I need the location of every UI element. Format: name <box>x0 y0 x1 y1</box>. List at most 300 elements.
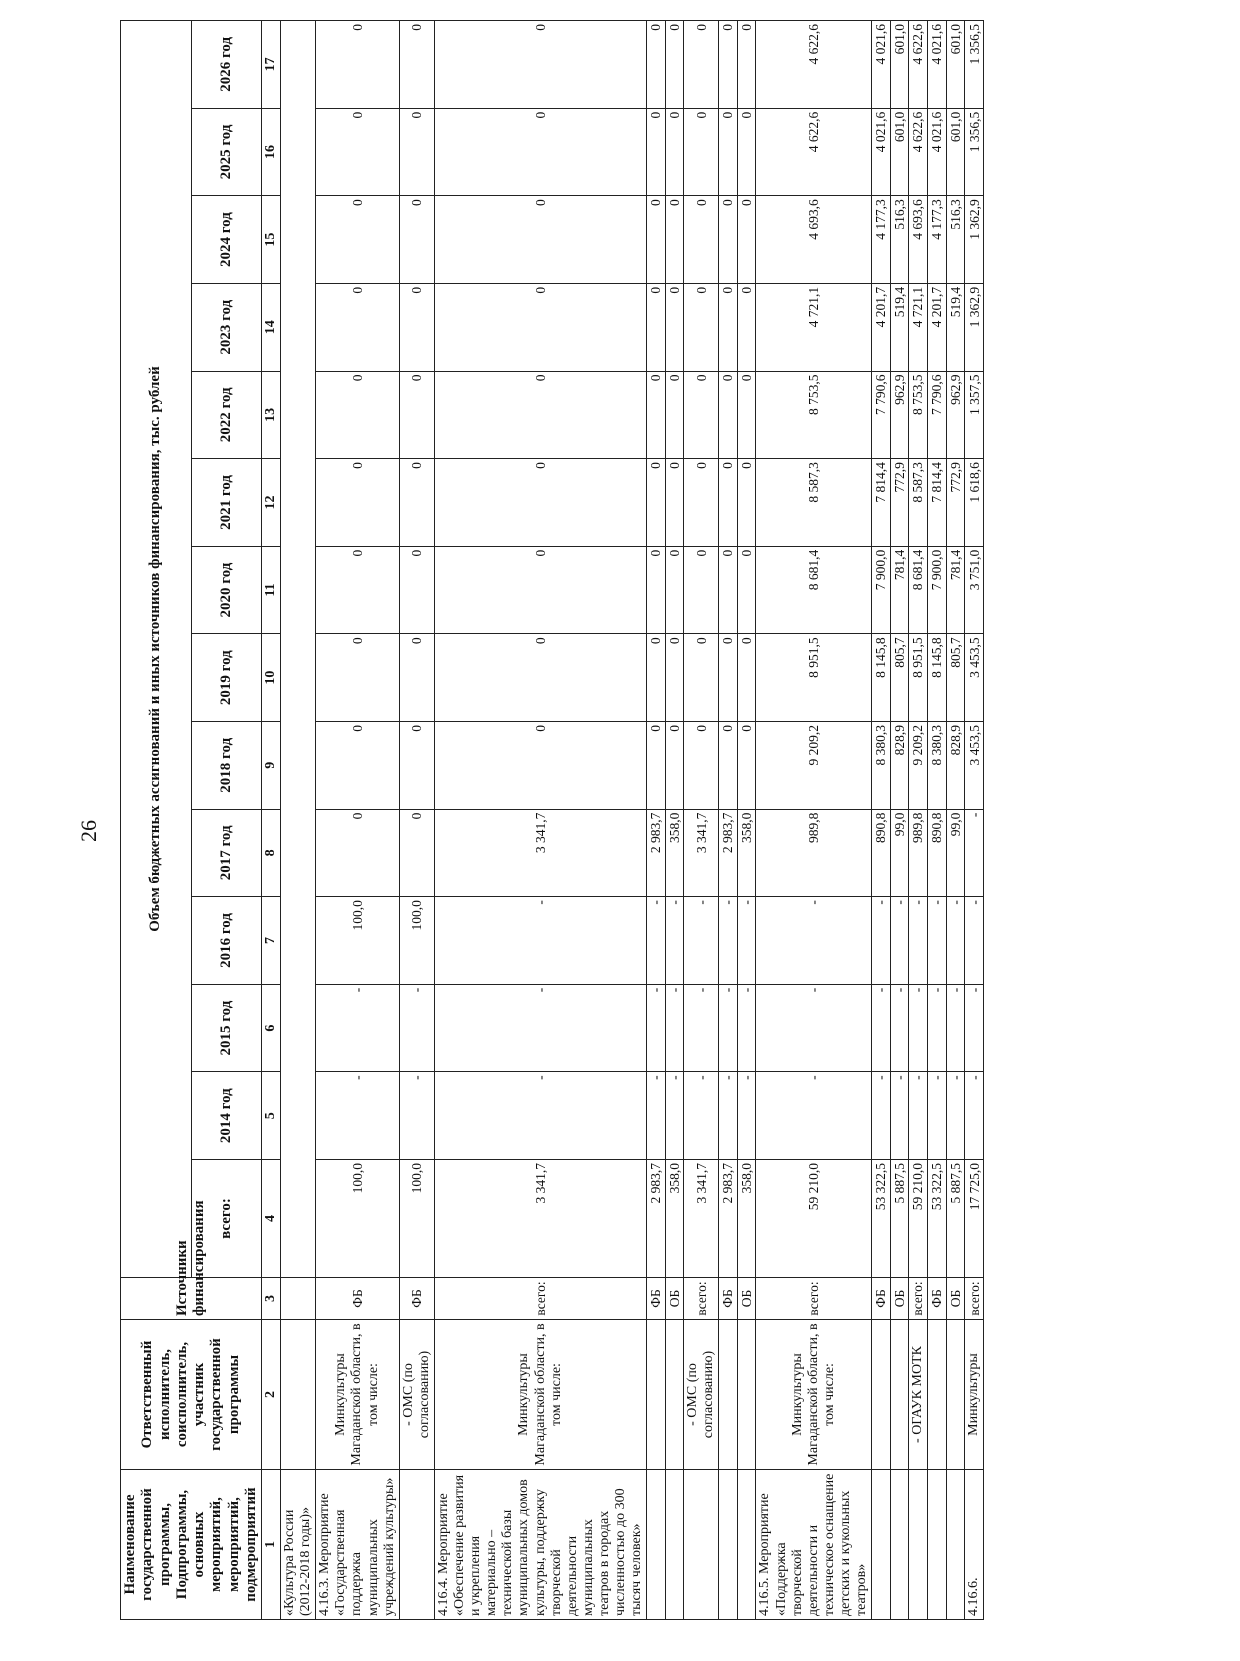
row-value: 516,3 <box>946 196 965 284</box>
header-year: 2017 год <box>191 809 262 897</box>
header-name: Наименование государственной программы, Подпрограммы, основных мероприятий, мероприятий, подмероприятий <box>121 1470 262 1620</box>
row-value: 0 <box>434 108 646 196</box>
header-year: 2023 год <box>191 283 262 371</box>
row-value: 0 <box>316 283 399 371</box>
row-value: 4 622,6 <box>756 21 872 109</box>
row-value: 805,7 <box>946 634 965 722</box>
column-number: 5 <box>262 1072 281 1160</box>
row-value: 0 <box>684 459 719 547</box>
row-executor <box>719 1320 738 1470</box>
row-value: 1 356,5 <box>965 21 984 109</box>
header-executor: Ответственный исполнитель, соисполнитель, участник государственной программы <box>121 1320 262 1470</box>
row-value: - <box>756 984 872 1072</box>
row-value: 0 <box>737 371 756 459</box>
header-year: 2015 год <box>191 984 262 1072</box>
row-value: 890,8 <box>872 809 891 897</box>
row-source: всего: <box>684 1278 719 1320</box>
row-source: ФБ <box>647 1278 666 1320</box>
row-value: - <box>665 897 684 985</box>
row-name: 4.16.3. Мероприятие «Государственная поддержка муниципальных учреждений культуры» <box>316 1470 399 1620</box>
row-value: - <box>316 1072 399 1160</box>
row-value: - <box>928 897 947 985</box>
row-value: 0 <box>399 371 434 459</box>
row-value: - <box>684 1072 719 1160</box>
row-value: 516,3 <box>890 196 909 284</box>
page-number: 26 <box>76 820 101 842</box>
row-value: 0 <box>684 721 719 809</box>
row-value: 0 <box>665 21 684 109</box>
row-value: 0 <box>399 721 434 809</box>
row-value: - <box>665 1072 684 1160</box>
table-row <box>872 21 891 1620</box>
row-value: 0 <box>434 459 646 547</box>
row-value: 0 <box>719 196 738 284</box>
row-value: 4 721,1 <box>909 283 928 371</box>
row-value: 1 362,9 <box>965 196 984 284</box>
row-value: 99,0 <box>890 809 909 897</box>
row-source: ФБ <box>316 1278 399 1320</box>
row-executor <box>665 1320 684 1470</box>
row-value: 8 951,5 <box>909 634 928 722</box>
header-year: 2022 год <box>191 371 262 459</box>
row-value: 100,0 <box>399 1160 434 1278</box>
row-value: 3 341,7 <box>434 1160 646 1278</box>
row-value: 2 983,7 <box>719 1160 738 1278</box>
row-value: 4 177,3 <box>872 196 891 284</box>
column-number: 4 <box>262 1160 281 1278</box>
row-value: - <box>909 897 928 985</box>
row-name <box>647 1470 666 1620</box>
row-value: 772,9 <box>890 459 909 547</box>
column-number: 12 <box>262 459 281 547</box>
row-value: - <box>647 897 666 985</box>
row-value: - <box>872 984 891 1072</box>
row-value: - <box>719 897 738 985</box>
row-value: 8 681,4 <box>909 546 928 634</box>
row-value: 1 618,6 <box>965 459 984 547</box>
row-value: 4 622,6 <box>756 108 872 196</box>
column-number: 16 <box>262 108 281 196</box>
table-row <box>965 21 984 1620</box>
row-value: - <box>647 984 666 1072</box>
row-value: - <box>890 984 909 1072</box>
row-value: 4 721,1 <box>756 283 872 371</box>
table-row <box>684 21 719 1620</box>
row-value: 358,0 <box>665 809 684 897</box>
row-executor <box>946 1320 965 1470</box>
row-name <box>665 1470 684 1620</box>
row-name <box>399 1470 434 1620</box>
row-value: 0 <box>719 371 738 459</box>
column-number: 15 <box>262 196 281 284</box>
row-value: 9 209,2 <box>756 721 872 809</box>
row-value: - <box>684 984 719 1072</box>
row-value: 0 <box>316 809 399 897</box>
row-executor <box>928 1320 947 1470</box>
column-number: 1 <box>262 1470 281 1620</box>
row-value: - <box>872 1072 891 1160</box>
header-year: 2018 год <box>191 721 262 809</box>
row-value: - <box>928 1072 947 1160</box>
row-value: 828,9 <box>890 721 909 809</box>
column-number: 11 <box>262 546 281 634</box>
row-value: 4 021,6 <box>872 108 891 196</box>
column-number: 17 <box>262 21 281 109</box>
row-value: 7 790,6 <box>872 371 891 459</box>
table-row <box>719 21 738 1620</box>
row-value: - <box>946 1072 965 1160</box>
row-value: 0 <box>665 108 684 196</box>
row-value: 4 201,7 <box>872 283 891 371</box>
row-value: 0 <box>399 546 434 634</box>
row-value: 0 <box>647 108 666 196</box>
row-value: 3 341,7 <box>434 809 646 897</box>
row-value: - <box>946 897 965 985</box>
row-source: ФБ <box>928 1278 947 1320</box>
row-value: 805,7 <box>890 634 909 722</box>
row-value: 0 <box>719 21 738 109</box>
row-value: 5 887,5 <box>890 1160 909 1278</box>
row-value: - <box>737 984 756 1072</box>
section-title: «Культура России (2012-2018 годы)» <box>281 1470 316 1620</box>
row-executor: Минкультуры Магаданской области, в том числе: <box>434 1320 646 1470</box>
row-value: 0 <box>737 108 756 196</box>
row-value: 2 983,7 <box>719 809 738 897</box>
table-row <box>946 21 965 1620</box>
row-executor: - ОМС (по согласованию) <box>684 1320 719 1470</box>
row-value: 519,4 <box>890 283 909 371</box>
row-value: 4 021,6 <box>872 21 891 109</box>
column-number: 14 <box>262 283 281 371</box>
row-value: - <box>684 897 719 985</box>
row-value: 601,0 <box>890 21 909 109</box>
row-value: - <box>756 897 872 985</box>
row-value: 0 <box>719 283 738 371</box>
row-value: 0 <box>737 634 756 722</box>
row-value: 4 693,6 <box>909 196 928 284</box>
row-value: 0 <box>737 546 756 634</box>
row-value: 358,0 <box>737 1160 756 1278</box>
row-value: 0 <box>737 283 756 371</box>
row-value: - <box>965 809 984 897</box>
column-number: 7 <box>262 897 281 985</box>
row-value: - <box>909 984 928 1072</box>
row-value: 0 <box>684 283 719 371</box>
row-value: 0 <box>316 459 399 547</box>
column-number: 3 <box>262 1278 281 1320</box>
row-value: - <box>665 984 684 1072</box>
row-value: 2 983,7 <box>647 1160 666 1278</box>
row-name <box>684 1470 719 1620</box>
row-value: 0 <box>684 108 719 196</box>
row-name <box>890 1470 909 1620</box>
row-value: - <box>434 984 646 1072</box>
row-value: 0 <box>647 196 666 284</box>
row-value: 0 <box>434 721 646 809</box>
row-value: 0 <box>434 634 646 722</box>
row-value: 0 <box>719 721 738 809</box>
row-value: 0 <box>647 459 666 547</box>
table-row <box>909 21 928 1620</box>
table-row <box>434 21 646 1620</box>
row-value: 5 887,5 <box>946 1160 965 1278</box>
row-value: 0 <box>647 371 666 459</box>
column-number: 8 <box>262 809 281 897</box>
table-row <box>890 21 909 1620</box>
row-source: ОБ <box>890 1278 909 1320</box>
row-source: всего: <box>434 1278 646 1320</box>
row-value: 0 <box>684 21 719 109</box>
row-value: - <box>399 984 434 1072</box>
header-year: 2019 год <box>191 634 262 722</box>
row-value: 8 380,3 <box>928 721 947 809</box>
row-value: 0 <box>316 721 399 809</box>
row-value: 0 <box>399 459 434 547</box>
row-value: 0 <box>737 721 756 809</box>
row-value: 7 814,4 <box>928 459 947 547</box>
row-value: 4 622,6 <box>909 108 928 196</box>
row-value: 781,4 <box>946 546 965 634</box>
column-number: 10 <box>262 634 281 722</box>
row-value: 0 <box>316 196 399 284</box>
row-value: 8 145,8 <box>928 634 947 722</box>
row-value: - <box>434 897 646 985</box>
header-year: 2020 год <box>191 546 262 634</box>
row-value: 0 <box>684 196 719 284</box>
row-value: 358,0 <box>665 1160 684 1278</box>
row-value: 9 209,2 <box>909 721 928 809</box>
row-source: всего: <box>756 1278 872 1320</box>
column-number: 2 <box>262 1320 281 1470</box>
row-source: ФБ <box>399 1278 434 1320</box>
row-executor: Минкультуры Магаданской области, в том числе: <box>756 1320 872 1470</box>
row-value: 4 622,6 <box>909 21 928 109</box>
row-value: 0 <box>647 546 666 634</box>
row-name <box>719 1470 738 1620</box>
row-value: 601,0 <box>946 21 965 109</box>
row-value: 0 <box>434 371 646 459</box>
row-value: 0 <box>719 459 738 547</box>
row-value: 0 <box>316 546 399 634</box>
row-value: 8 681,4 <box>756 546 872 634</box>
row-value: - <box>434 1072 646 1160</box>
row-source: ОБ <box>946 1278 965 1320</box>
column-number: 9 <box>262 721 281 809</box>
header-year: 2014 год <box>191 1072 262 1160</box>
row-value: - <box>719 984 738 1072</box>
row-value: - <box>965 897 984 985</box>
row-value: - <box>756 1072 872 1160</box>
row-value: 989,8 <box>756 809 872 897</box>
header-total: всего: <box>191 1160 262 1278</box>
row-value: - <box>890 897 909 985</box>
row-value: 0 <box>665 721 684 809</box>
row-name <box>909 1470 928 1620</box>
row-value: - <box>719 1072 738 1160</box>
row-executor: - ОМС (по согласованию) <box>399 1320 434 1470</box>
row-value: 4 021,6 <box>928 108 947 196</box>
table-row <box>399 21 434 1620</box>
row-name: 4.16.6. <box>965 1470 984 1620</box>
row-value: 0 <box>316 108 399 196</box>
row-value: - <box>965 984 984 1072</box>
row-value: 0 <box>316 21 399 109</box>
row-value: 772,9 <box>946 459 965 547</box>
row-value: 0 <box>684 371 719 459</box>
row-name <box>928 1470 947 1620</box>
row-value: 4 021,6 <box>928 21 947 109</box>
table-row <box>928 21 947 1620</box>
row-value: 0 <box>647 21 666 109</box>
row-name <box>946 1470 965 1620</box>
row-value: 601,0 <box>890 108 909 196</box>
row-value: 17 725,0 <box>965 1160 984 1278</box>
row-value: 53 322,5 <box>928 1160 947 1278</box>
table-row <box>316 21 399 1620</box>
row-value: 0 <box>316 371 399 459</box>
row-value: 99,0 <box>946 809 965 897</box>
row-value: 0 <box>665 283 684 371</box>
row-value: 100,0 <box>399 897 434 985</box>
row-value: 0 <box>737 459 756 547</box>
row-value: - <box>928 984 947 1072</box>
row-value: 828,9 <box>946 721 965 809</box>
row-source: ФБ <box>872 1278 891 1320</box>
row-executor: Минкультуры Магаданской области, в том числе: <box>316 1320 399 1470</box>
row-value: 0 <box>665 196 684 284</box>
row-value: 890,8 <box>928 809 947 897</box>
row-value: 0 <box>647 634 666 722</box>
row-value: 53 322,5 <box>872 1160 891 1278</box>
row-value: 8 951,5 <box>756 634 872 722</box>
row-value: 8 753,5 <box>909 371 928 459</box>
row-value: 0 <box>665 546 684 634</box>
row-executor <box>737 1320 756 1470</box>
row-value: 358,0 <box>737 809 756 897</box>
row-value: 0 <box>665 634 684 722</box>
row-value: 0 <box>399 21 434 109</box>
header-year: 2016 год <box>191 897 262 985</box>
row-executor <box>890 1320 909 1470</box>
row-value: 781,4 <box>890 546 909 634</box>
row-value: 8 587,3 <box>756 459 872 547</box>
row-value: 0 <box>737 196 756 284</box>
table-row <box>665 21 684 1620</box>
row-value: 8 145,8 <box>872 634 891 722</box>
financing-table <box>120 20 984 1620</box>
header-group: Объем бюджетных ассигнований и иных источников финансирования, тыс. рублей <box>121 21 192 1278</box>
row-value: 0 <box>719 634 738 722</box>
row-executor: Минкультуры <box>965 1320 984 1470</box>
row-value: 0 <box>434 196 646 284</box>
header-source: Источники финансирования <box>121 1278 262 1320</box>
row-value: 0 <box>434 283 646 371</box>
row-value: 0 <box>399 196 434 284</box>
row-value: 59 210,0 <box>756 1160 872 1278</box>
row-value: 3 453,5 <box>965 721 984 809</box>
row-value: 3 453,5 <box>965 634 984 722</box>
row-value: 1 362,9 <box>965 283 984 371</box>
row-value: 8 587,3 <box>909 459 928 547</box>
row-value: 4 177,3 <box>928 196 947 284</box>
row-value: 7 790,6 <box>928 371 947 459</box>
column-number: 6 <box>262 984 281 1072</box>
row-value: 0 <box>684 634 719 722</box>
row-value: - <box>737 897 756 985</box>
row-executor <box>872 1320 891 1470</box>
row-value: - <box>316 984 399 1072</box>
row-value: 962,9 <box>890 371 909 459</box>
row-value: 0 <box>665 459 684 547</box>
table-row <box>756 21 872 1620</box>
row-name: 4.16.5. Мероприятие «Поддержка творческой деятельности и техническое оснащение детских и кукольных театров» <box>756 1470 872 1620</box>
row-value: - <box>946 984 965 1072</box>
row-value: 0 <box>719 546 738 634</box>
row-value: - <box>965 1072 984 1160</box>
row-source: всего: <box>965 1278 984 1320</box>
row-value: 0 <box>684 546 719 634</box>
row-value: 1 356,5 <box>965 108 984 196</box>
row-value: 3 341,7 <box>684 809 719 897</box>
row-value: 0 <box>316 634 399 722</box>
row-value: 0 <box>399 283 434 371</box>
row-value: 0 <box>399 108 434 196</box>
row-value: 0 <box>399 634 434 722</box>
row-value: 100,0 <box>316 897 399 985</box>
row-value: - <box>737 1072 756 1160</box>
table-row <box>737 21 756 1620</box>
row-value: 0 <box>434 21 646 109</box>
row-value: 4 693,6 <box>756 196 872 284</box>
row-value: - <box>890 1072 909 1160</box>
row-value: 7 900,0 <box>928 546 947 634</box>
row-value: 8 380,3 <box>872 721 891 809</box>
row-value: 59 210,0 <box>909 1160 928 1278</box>
row-executor <box>647 1320 666 1470</box>
row-value: 601,0 <box>946 108 965 196</box>
row-value: - <box>872 897 891 985</box>
row-value: 8 753,5 <box>756 371 872 459</box>
row-value: 0 <box>434 546 646 634</box>
column-number: 13 <box>262 371 281 459</box>
row-value: 4 201,7 <box>928 283 947 371</box>
row-value: - <box>909 1072 928 1160</box>
row-value: 3 341,7 <box>684 1160 719 1278</box>
row-value: 1 357,5 <box>965 371 984 459</box>
row-value: 519,4 <box>946 283 965 371</box>
row-source: ОБ <box>665 1278 684 1320</box>
row-name <box>737 1470 756 1620</box>
row-value: 0 <box>647 721 666 809</box>
row-value: 0 <box>737 21 756 109</box>
row-source: ОБ <box>737 1278 756 1320</box>
row-value: 3 751,0 <box>965 546 984 634</box>
row-source: всего: <box>909 1278 928 1320</box>
row-value: 0 <box>665 371 684 459</box>
row-value: 0 <box>647 283 666 371</box>
row-value: 2 983,7 <box>647 809 666 897</box>
table-row <box>647 21 666 1620</box>
row-source: ФБ <box>719 1278 738 1320</box>
row-name <box>872 1470 891 1620</box>
row-value: 7 900,0 <box>872 546 891 634</box>
row-value: 0 <box>399 809 434 897</box>
rotated-table-container <box>120 20 1240 1620</box>
header-year: 2025 год <box>191 108 262 196</box>
row-value: - <box>399 1072 434 1160</box>
header-year: 2024 год <box>191 196 262 284</box>
row-executor: - ОГАУК МОТК <box>909 1320 928 1470</box>
